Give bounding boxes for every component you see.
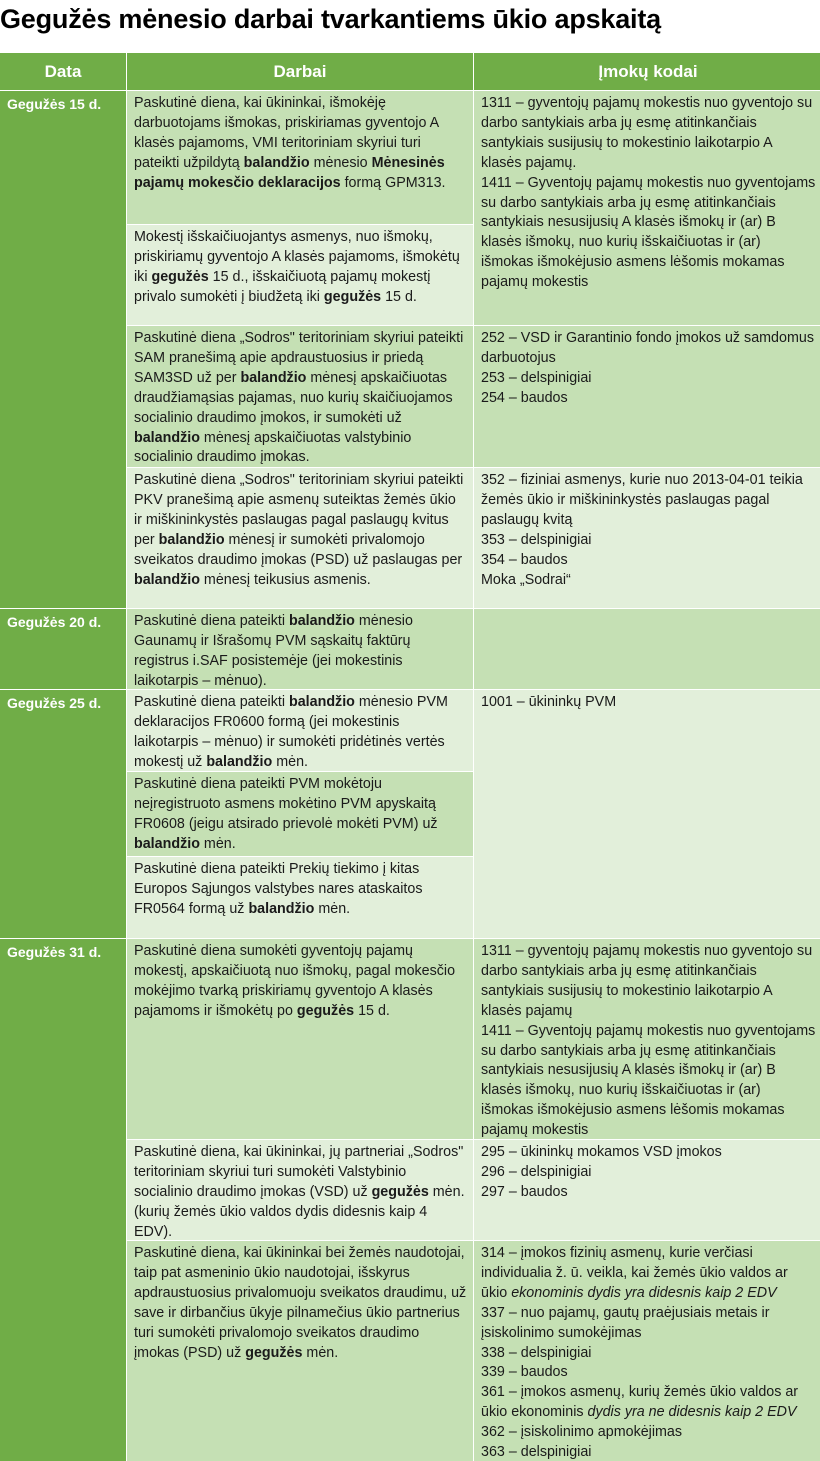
work-cell <box>127 609 473 689</box>
bold-text: balandžio <box>206 753 273 770</box>
code-line <box>481 1304 816 1344</box>
text-segment: Paskutinė diena pateikti PVM mokėtoju neįregistruoto asmens mokėtino PVM apyskaitą FR0608 (jeigu atsirado prievolė mokėti PVM) už <box>134 776 438 832</box>
bold-text: gegužės <box>245 1344 303 1361</box>
bold-text: balandžio <box>134 571 200 588</box>
text-segment: mėnesio <box>309 154 372 171</box>
bold-text: balandžio <box>134 835 200 852</box>
text-segment: Paskutinė diena, kai ūkininkai, jų partneriai „Sodros" teritoriniam skyriui turi sumokėti Valstybinio socialinio draudimo įmokas (VSD) už <box>134 1144 464 1200</box>
text-segment: Paskutinė diena, kai ūkininkai bei žemės naudotojai, taip pat asmeninio ūkio naudotojai, išskyrus apdraustuosius privalomuoju sveikatos draudimu, už save ir dirbančius ūkyje pilnamečius ūkio partnerius turi sumokėti privalomojo sveikatos draudimo įmokas (PSD) už <box>134 1245 467 1361</box>
text-segment: 361 – įmokos asmenų, kurių žemės ūkio valdos ar ūkio ekonominis <box>481 1384 799 1421</box>
work-cell <box>127 1241 473 1461</box>
date-may-25: Gegužės 25 d. <box>0 690 126 938</box>
text-segment: 314 – įmokos fizinių asmenų, kurie verčiasi individualia ž. ū. veikla, kai žemės ūkio valdos ar ūkio <box>481 1245 788 1301</box>
text-segment: formą GPM313. <box>340 174 446 191</box>
text-segment: 338 – delspinigiai <box>481 1344 592 1361</box>
header-works: Darbai <box>127 53 473 90</box>
codes-cell <box>474 1241 820 1461</box>
code-line: 1411 – Gyventojų pajamų mokestis nuo gyventojams su darbo santykiais arba jų esmę atitinkančiais santykiais nesusijusių A klasės išmokų ir (ar) B klasės išmokų, nuo kurių išskaičiuotas ir (ar) išmokas išmokėjusio asmens lėšomis mokamas pajamų mokestis <box>481 1022 816 1139</box>
text-segment: Paskutinė diena pateikti <box>134 613 289 629</box>
bold-text: balandžio <box>243 154 310 171</box>
italic-text: ekonominis dydis yra didesnis kaip 2 EDV <box>511 1284 777 1301</box>
text-segment: mėnesio Gaunamų ir Išrašomų PVM sąskaitų faktūrų registrus i.SAF posistemėje (jei mokestinis laikotarpis – mėnuo). <box>134 613 413 689</box>
code-line <box>481 1423 816 1443</box>
text-segment: mėn. <box>199 835 236 852</box>
text-segment: mėn. (kurių žemės ūkio valdos dydis didesnis kaip 4 EDV). <box>134 1183 465 1240</box>
work-cell <box>127 468 473 608</box>
text-segment: 363 – delspinigiai <box>481 1444 592 1461</box>
code-line <box>481 1363 816 1383</box>
code-line <box>481 1344 816 1364</box>
code-line: 353 – delspinigiai <box>481 531 592 548</box>
header-codes: Įmokų kodai <box>474 53 820 90</box>
code-line: 352 – fiziniai asmenys, kurie nuo 2013-04-01 teikia žemės ūkio ir miškininkystės paslaugas pagal paslaugų kvitą <box>481 472 803 528</box>
code-line: 1311 – gyventojų pajamų mokestis nuo gyventojo su darbo santykiais arba jų esmę atitinkančiais santykiais susijusių to mokestinio laikotarpio A klasės pajamų. <box>481 95 813 171</box>
work-cell <box>127 91 473 224</box>
schedule-table <box>0 53 820 1461</box>
bold-text: balandžio <box>288 694 355 710</box>
code-line <box>481 1443 816 1461</box>
text-segment: Paskutinė diena pateikti <box>134 694 289 710</box>
date-may-20: Gegužės 20 d. <box>0 609 126 689</box>
text-segment: mėnesio PVM deklaracijos FR0600 formą (jei mokestinis laikotarpis – mėnuo) ir sumokėti pridėtinės vertės mokestį už <box>134 694 448 770</box>
text-segment: mėn. <box>302 1344 339 1361</box>
text-segment: 15 d. <box>381 288 417 305</box>
work-cell <box>127 857 473 938</box>
text-segment: mėn. <box>272 753 309 770</box>
codes-cell <box>474 939 820 1139</box>
codes-cell <box>474 326 820 467</box>
code-line <box>481 1244 816 1304</box>
text-segment: mėnesį apskaičiuotas valstybinio socialinio draudimo įmokas. <box>134 429 412 466</box>
code-line: 252 – VSD ir Garantinio fondo įmokos už samdomus darbuotojus <box>481 330 814 366</box>
italic-text: dydis yra ne didesnis kaip 2 EDV <box>587 1404 797 1421</box>
code-line: 1001 – ūkininkų PVM <box>481 694 617 710</box>
codes-cell-empty <box>474 609 820 689</box>
code-line: 254 – baudos <box>481 389 568 406</box>
text-segment: mėn. <box>314 900 351 917</box>
work-cell <box>127 939 473 1139</box>
code-line: Moka „Sodrai“ <box>481 571 571 588</box>
text-segment: 337 – nuo pajamų, gautų praėjusiais metais ir įsiskolinimo sumokėjimas <box>481 1304 770 1341</box>
bold-text: balandžio <box>248 900 315 917</box>
bold-text: balandžio <box>240 369 307 386</box>
text-segment: Paskutinė diena pateikti Prekių tiekimo į kitas Europos Sąjungos valstybes nares ataskaitos FR0564 formą už <box>134 861 423 917</box>
code-line: 296 – delspinigiai <box>481 1163 592 1180</box>
work-cell <box>127 326 473 467</box>
text-segment: 362 – įsiskolinimo apmokėjimas <box>481 1424 683 1441</box>
text-segment: Paskutinė diena „Sodros" teritoriniam skyriui pateikti SAM pranešimą apie apdraustuosius ir priedą SAM3SD už per <box>134 330 464 386</box>
date-may-31: Gegužės 31 d. <box>0 939 126 1461</box>
text-segment: mėnesį apskaičiuotas draudžiamąsias pajamas, nuo kurių skaičiuojamos socialinio draudimo įmokos, ir sumokėti už <box>134 369 453 426</box>
text-segment: 339 – baudos <box>481 1364 568 1381</box>
bold-text: balandžio <box>288 613 355 629</box>
text-segment: Mokestį išskaičiuojantys asmenys, nuo išmokų, priskiriamų gyventojo A klasės pajamoms, išmokėtų iki <box>134 229 460 285</box>
work-cell <box>127 225 473 325</box>
text-segment: mėnesį teikusius asmenis. <box>199 571 371 588</box>
work-cell <box>127 1140 473 1240</box>
bold-text: gegužės <box>371 1183 429 1200</box>
bold-text: balandžio <box>158 531 225 548</box>
codes-cell <box>474 468 820 608</box>
text-segment: mėnesį ir sumokėti privalomojo sveikatos draudimo įmokas (PSD) už paslaugas per <box>134 531 463 568</box>
bold-text: gegužės <box>151 268 209 285</box>
code-line: 253 – delspinigiai <box>481 369 592 386</box>
text-segment: Paskutinė diena „Sodros" teritoriniam skyriui pateikti PKV pranešimą apie asmenų suteiktas žemės ūkio ir miškininkystės paslaugas pagal paslaugų kvitus per <box>134 472 464 548</box>
codes-cell <box>474 690 820 938</box>
bold-text: balandžio <box>134 429 200 446</box>
code-line: 295 – ūkininkų mokamos VSD įmokos <box>481 1144 722 1160</box>
work-cell <box>127 690 473 771</box>
date-may-15: Gegužės 15 d. <box>0 91 126 608</box>
bold-text: Mėnesinės pajamų mokesčio deklaracijos <box>134 154 445 191</box>
codes-cell <box>474 91 820 325</box>
header-date: Data <box>0 53 126 90</box>
code-line: 1411 – Gyventojų pajamų mokestis nuo gyventojams su darbo santykiais arba jų esmę atitinkančiais santykiais nesusijusių A klasės išmokų ir (ar) B klasės išmokų, nuo kurių išskaičiuotas ir (ar) išmokas išmokėjusio asmens lėšomis mokamas pajamų mokestis <box>481 174 816 291</box>
code-line <box>481 1383 816 1423</box>
text-segment: 15 d. <box>354 1002 390 1019</box>
text-segment: Paskutinė diena, kai ūkininkai, išmokėję darbuotojams išmokas, priskiriamas gyventojo A klasės pajamoms, VMI teritoriniam skyriui turi pateikti užpildytą <box>134 95 439 171</box>
page-title: Gegužės mėnesio darbai tvarkantiems ūkio apskaitą <box>0 4 661 34</box>
bold-text: gegužės <box>323 288 382 305</box>
code-line: 1311 – gyventojų pajamų mokestis nuo gyventojo su darbo santykiais arba jų esmę atitinkančiais santykiais susijusių to mokestinio laikotarpio A klasės pajamų <box>481 943 813 1019</box>
code-line: 297 – baudos <box>481 1183 568 1200</box>
work-cell <box>127 772 473 856</box>
codes-cell <box>474 1140 820 1240</box>
code-line: 354 – baudos <box>481 551 568 568</box>
bold-text: gegužės <box>296 1002 355 1019</box>
text-segment: Paskutinė diena sumokėti gyventojų pajamų mokestį, apskaičiuotą nuo išmokų, pagal mokesčio mokėjimo tvarką priskiriamų gyventojo A klasės pajamoms ir išmokėtų po <box>134 943 456 1019</box>
text-segment: 15 d., išskaičiuotą pajamų mokestį privalo sumokėti į biudžetą iki <box>134 268 431 305</box>
